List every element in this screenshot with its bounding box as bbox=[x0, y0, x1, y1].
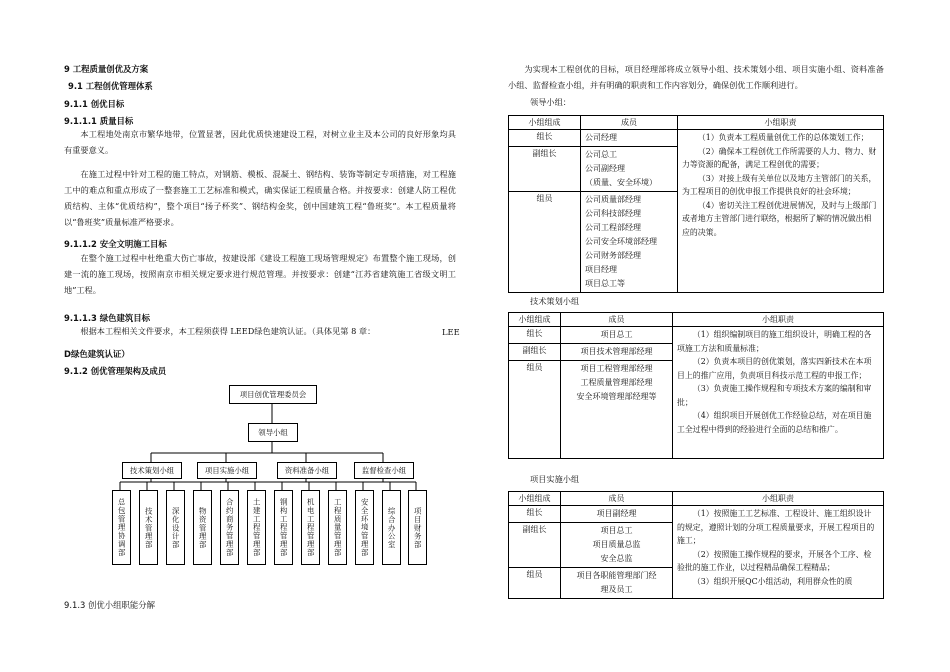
members-cell bbox=[581, 147, 678, 192]
member-text: 安全环境管理部经理等 bbox=[576, 392, 657, 401]
org-leaf bbox=[112, 490, 131, 565]
member-text: 理及员工 bbox=[600, 585, 633, 594]
duty-item: （1）按照施工工艺标准、工程设计、施工组织设计的规定，遵照计划的分项工程质量要求，开展工程项目的施工； bbox=[677, 509, 875, 545]
paragraph-green-cont: D绿色建筑认证） bbox=[64, 349, 130, 359]
duty-item: （3）负责施工操作规程和专项技术方案的编制和审批； bbox=[677, 384, 872, 407]
caption-implementation: 项目实施小组 bbox=[530, 474, 580, 484]
duty-item: （3）组织开展QC小组活动，利用群众性的质 bbox=[692, 576, 853, 586]
table-header-row bbox=[509, 492, 884, 506]
member-text: 项目工程管理部经理 bbox=[580, 364, 653, 373]
org-leaf-label: 总包管理协调部 bbox=[117, 498, 127, 557]
paragraph-quality-intro: 本工程地处南京市繁华地带，位置显著，因此优质快速建设工程，对树立业主及本公司的良好形象均具有重要意义。 bbox=[64, 129, 456, 155]
org-leaf-label: 安全环境管理部 bbox=[360, 498, 370, 557]
org-leaf-label: 机电工程管理部 bbox=[306, 498, 316, 557]
members-cell bbox=[561, 523, 673, 568]
org-leaf bbox=[301, 490, 320, 565]
section-heading-9-1-1: 9.1.1 创优目标 bbox=[64, 99, 125, 109]
members-cell bbox=[581, 192, 678, 293]
member-text: 项目副经理 bbox=[596, 509, 637, 518]
header-cell: 小组职责 bbox=[678, 116, 884, 130]
member-text: 项目技术管理部经理 bbox=[580, 347, 653, 356]
paragraph-intro: 为实现本工程创优的目标，项目经理部将成立领导小组、技术策划小组、项目实施小组、资料准备小组、监督检查小组，并有明确的职责和工作内容划分，确保创优工作顺利进行。 bbox=[508, 64, 884, 90]
org-leaf-label: 物资管理部 bbox=[198, 506, 208, 549]
member-text: 公司副经理 bbox=[585, 164, 625, 173]
org-leaf bbox=[247, 490, 266, 565]
duty-item: （3）对接上级有关单位以及地方主管部门的关系，为工程项目的创优申报工作提供良好的社会环境； bbox=[682, 173, 877, 196]
member-text: 公司经理 bbox=[585, 133, 617, 142]
member-text: 项目各职能管理部门经 bbox=[576, 571, 657, 580]
section-heading-9-1-1-3: 9.1.1.3 绿色建筑目标 bbox=[64, 313, 151, 323]
table-row bbox=[509, 130, 884, 147]
org-leaf-label: 合约商务管理部 bbox=[225, 498, 235, 557]
duties-cell bbox=[673, 506, 884, 599]
member-text: 公司财务部经理 bbox=[585, 251, 641, 260]
role-cell: 组长 bbox=[509, 327, 561, 344]
section-heading-9-1-1-1: 9.1.1.1 质量目标 bbox=[64, 116, 134, 126]
section-heading-9: 9 工程质量创优及方案 bbox=[64, 64, 149, 74]
header-cell: 成员 bbox=[561, 492, 673, 506]
org-node-leadership: 领导小组 bbox=[248, 423, 298, 442]
members-cell bbox=[581, 130, 678, 147]
org-leaf-label: 土建工程管理部 bbox=[252, 498, 262, 557]
member-text: 公司工程部经理 bbox=[585, 223, 641, 232]
org-leaf-label: 技术管理部 bbox=[144, 506, 154, 549]
member-text: 公司科技部经理 bbox=[585, 209, 641, 218]
member-text: 项目总工 bbox=[600, 330, 633, 339]
header-cell: 小组组成 bbox=[509, 313, 561, 327]
members-cell bbox=[561, 361, 673, 459]
org-leaf bbox=[408, 490, 427, 565]
duty-item: （1）负责本工程质量创优工作的总体策划工作； bbox=[697, 133, 869, 142]
org-leaf-label: 工程质量管理部 bbox=[333, 498, 343, 557]
duty-item: （1）组织编制项目的施工组织设计，明确工程的各项施工方法和质量标准； bbox=[677, 330, 872, 353]
org-leaf-label: 综合办公室 bbox=[387, 506, 397, 549]
duty-item: （4）密切关注工程创优进展情况，及时与上级部门或者地方主管部门进行联络，根据所了解的情况做出相应的决策。 bbox=[682, 200, 877, 237]
table-implementation bbox=[508, 491, 884, 599]
table-header-row bbox=[509, 116, 884, 130]
table-row bbox=[509, 327, 884, 344]
paragraph-quality-measures: 在施工过程中针对工程的施工特点，对钢筋、模板、混凝土、钢结构、装饰等制定专项措施，对工程施工中的难点和重点形成了一整套施工工艺标准和模式，确实保证工程质量合格。并按要求：创建人防工程优质结构、主体“优质结构”，整个项目“扬子杯奖”、钢结构金奖，创中国建筑工程“鲁班奖”。本工程质量将以“鲁班奖”质量标准严格要求。 bbox=[64, 169, 456, 227]
table-row bbox=[509, 506, 884, 523]
section-heading-9-1-2: 9.1.2 创优管理架构及成员 bbox=[64, 366, 167, 376]
role-cell: 组员 bbox=[509, 361, 561, 459]
member-text: 公司总工 bbox=[585, 150, 617, 159]
caption-tech-planning: 技术策划小组 bbox=[530, 296, 580, 306]
org-node-implementation: 项目实施小组 bbox=[197, 462, 257, 479]
member-text: 公司质量部经理 bbox=[585, 195, 641, 204]
header-cell: 成员 bbox=[581, 116, 678, 130]
paragraph-green: 根据本工程相关文件要求，本工程须获得 LEED绿色建筑认证。（具体见第 8 章： bbox=[80, 326, 376, 336]
member-text: 项目总工等 bbox=[585, 279, 625, 288]
duties-cell bbox=[678, 130, 884, 293]
role-cell: 组员 bbox=[509, 192, 581, 293]
role-cell: 组长 bbox=[509, 506, 561, 523]
org-leaf-label: 深化设计部 bbox=[171, 506, 181, 549]
members-cell bbox=[561, 327, 673, 344]
caption-leadership: 领导小组： bbox=[530, 97, 571, 107]
org-leaf bbox=[193, 490, 212, 565]
member-text: （质量、安全环境） bbox=[585, 178, 657, 187]
duty-item: （4）组织项目开展创优工作经验总结，对在项目施工全过程中得到的经验进行全面的总结和推广。 bbox=[677, 411, 872, 434]
org-leaf bbox=[328, 490, 347, 565]
member-text: 项目经理 bbox=[585, 265, 617, 274]
members-cell bbox=[561, 568, 673, 599]
section-heading-9-1: 9.1 工程创优管理体系 bbox=[68, 81, 153, 91]
header-cell: 小组组成 bbox=[509, 492, 561, 506]
header-cell: 小组职责 bbox=[673, 492, 884, 506]
org-leaf-label: 钢构工程管理部 bbox=[279, 498, 289, 557]
org-chart bbox=[112, 385, 438, 585]
duties-cell bbox=[673, 327, 884, 459]
members-cell bbox=[561, 344, 673, 361]
members-cell bbox=[561, 506, 673, 523]
member-text: 项目质量总监 bbox=[592, 540, 641, 549]
duty-item: （2）确保本工程创优工作所需要的人力、物力、财力等资源的配备，满足工程创优的需要； bbox=[682, 146, 877, 169]
duty-item: （2）按照施工操作规程的要求，开展各个工序、检验批的施工作业，以过程精品确保工程精品； bbox=[677, 549, 872, 572]
org-node-tech-planning: 技术策划小组 bbox=[122, 462, 182, 479]
org-node-inspection: 监督检查小组 bbox=[354, 462, 414, 479]
org-leaf bbox=[220, 490, 239, 565]
role-cell: 副组长 bbox=[509, 147, 581, 192]
member-text: 项目总工 bbox=[600, 526, 633, 535]
org-leaf bbox=[166, 490, 185, 565]
table-leadership bbox=[508, 115, 884, 293]
org-node-committee: 项目创优管理委员会 bbox=[229, 385, 317, 404]
member-text: 工程质量管理部经理 bbox=[580, 378, 653, 387]
header-cell: 小组职责 bbox=[673, 313, 884, 327]
paragraph-green-tail: LEE bbox=[442, 327, 460, 337]
role-cell: 组长 bbox=[509, 130, 581, 147]
role-cell: 组员 bbox=[509, 568, 561, 599]
member-text: 安全总监 bbox=[600, 554, 633, 563]
org-leaf bbox=[139, 490, 158, 565]
table-header-row bbox=[509, 313, 884, 327]
header-cell: 成员 bbox=[561, 313, 673, 327]
member-text: 公司安全环境部经理 bbox=[585, 237, 657, 246]
org-leaf bbox=[355, 490, 374, 565]
role-cell: 副组长 bbox=[509, 523, 561, 568]
duty-item: （2）负责本项目的创优策划，落实四新技术在本项目上的推广应用，负责项目科技示范工程的申报工作； bbox=[677, 357, 872, 380]
org-leaf-label: 项目财务部 bbox=[413, 506, 423, 549]
section-heading-9-1-1-2: 9.1.1.2 安全文明施工目标 bbox=[64, 239, 167, 249]
header-cell: 小组组成 bbox=[509, 116, 581, 130]
table-tech-planning bbox=[508, 312, 884, 459]
section-heading-9-1-3: 9.1.3 创优小组职能分解 bbox=[64, 600, 155, 610]
org-leaf bbox=[274, 490, 293, 565]
org-leaf bbox=[382, 490, 401, 565]
role-cell: 副组长 bbox=[509, 344, 561, 361]
paragraph-safety: 在整个施工过程中杜绝重大伤亡事故，按建设部《建设工程施工现场管理规定》布置整个施工现场，创建一流的施工现场，按照南京市相关规定要求进行规范管理。并按要求：创建“江苏省建筑施工省级文明工地”工程。 bbox=[64, 253, 456, 295]
org-node-documentation: 资料准备小组 bbox=[277, 462, 337, 479]
